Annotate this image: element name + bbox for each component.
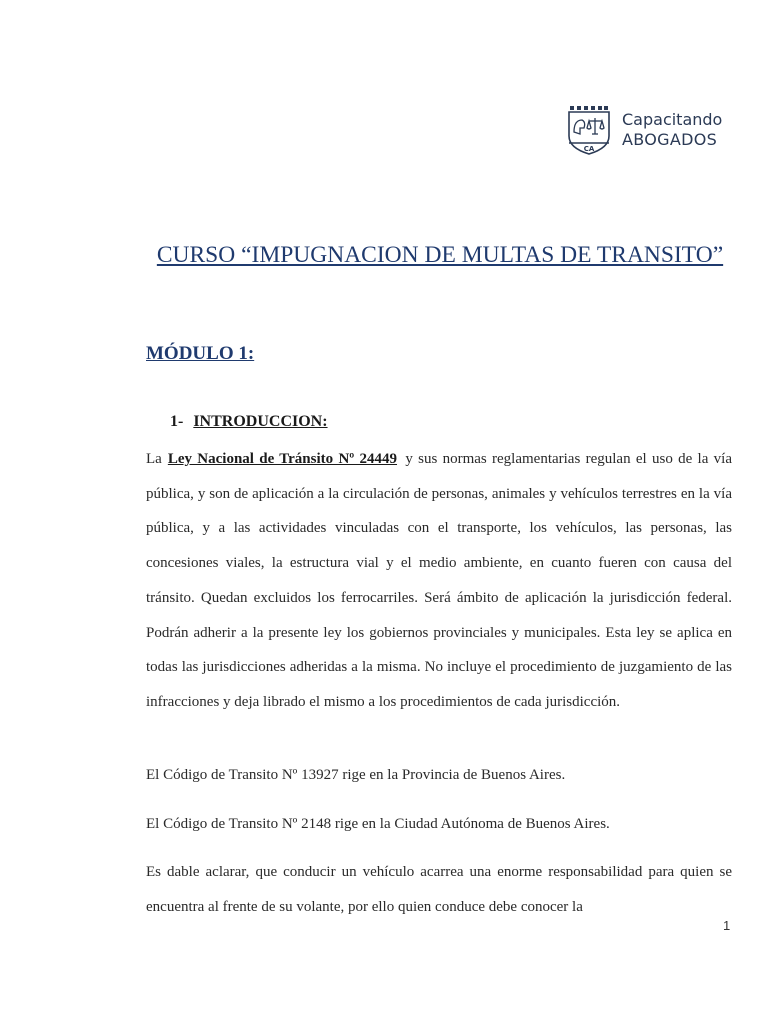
page-number: 1: [723, 918, 731, 933]
code-pba-paragraph: El Código de Transito Nº 13927 rige en la Provincia de Buenos Aires.: [146, 767, 566, 783]
brand-logo: [566, 104, 722, 156]
responsibility-paragraph: Es dable aclarar, que conducir un vehículo acarrea una enorme responsabilidad para quien se encuentra al frente de su volante, por ello quien conduce debe conocer la: [146, 864, 732, 915]
module-heading: MÓDULO 1:: [146, 343, 255, 364]
logo-badge: CA: [583, 145, 595, 153]
section-number: 1-: [170, 413, 184, 430]
intro-paragraph: [146, 442, 732, 720]
logo-name-line2: ABOGADOS: [622, 130, 718, 149]
lion-scales-shield-icon: [566, 104, 612, 156]
logo-name-line1: Capacitando: [622, 110, 723, 129]
code-caba-paragraph: El Código de Transito Nº 2148 rige en la Ciudad Autónoma de Buenos Aires.: [146, 816, 610, 832]
paragraph-lead: La: [146, 451, 162, 467]
law-reference: Ley Nacional de Tránsito Nº 24449: [167, 451, 398, 467]
paragraph-body: y sus normas reglamentarias regulan el uso de la vía pública, y son de aplicación a la circulación de personas, animales y vehículos terrestres en la vía pública, y a las actividades vinculadas con el transporte, los vehículos, las personas, las concesiones viales, la estructura vial y el medio ambiente, en cuanto fueren con causa del tránsito. Quedan excluidos los ferrocarriles. Será ámbito de aplicación la jurisdicción federal. Podrán adherir a la presente ley los gobiernos provinciales y municipales. Esta ley se aplica en todas las jurisdicciones adheridas a la misma. No incluye el procedimiento de juzgamiento de las infracciones y deja librado el mismo a los procedimientos de cada jurisdicción.: [146, 451, 732, 710]
section-title: INTRODUCCION:: [193, 413, 328, 430]
course-title: CURSO “IMPUGNACION DE MULTAS DE TRANSITO”: [156, 242, 724, 268]
section-heading: [170, 413, 328, 431]
